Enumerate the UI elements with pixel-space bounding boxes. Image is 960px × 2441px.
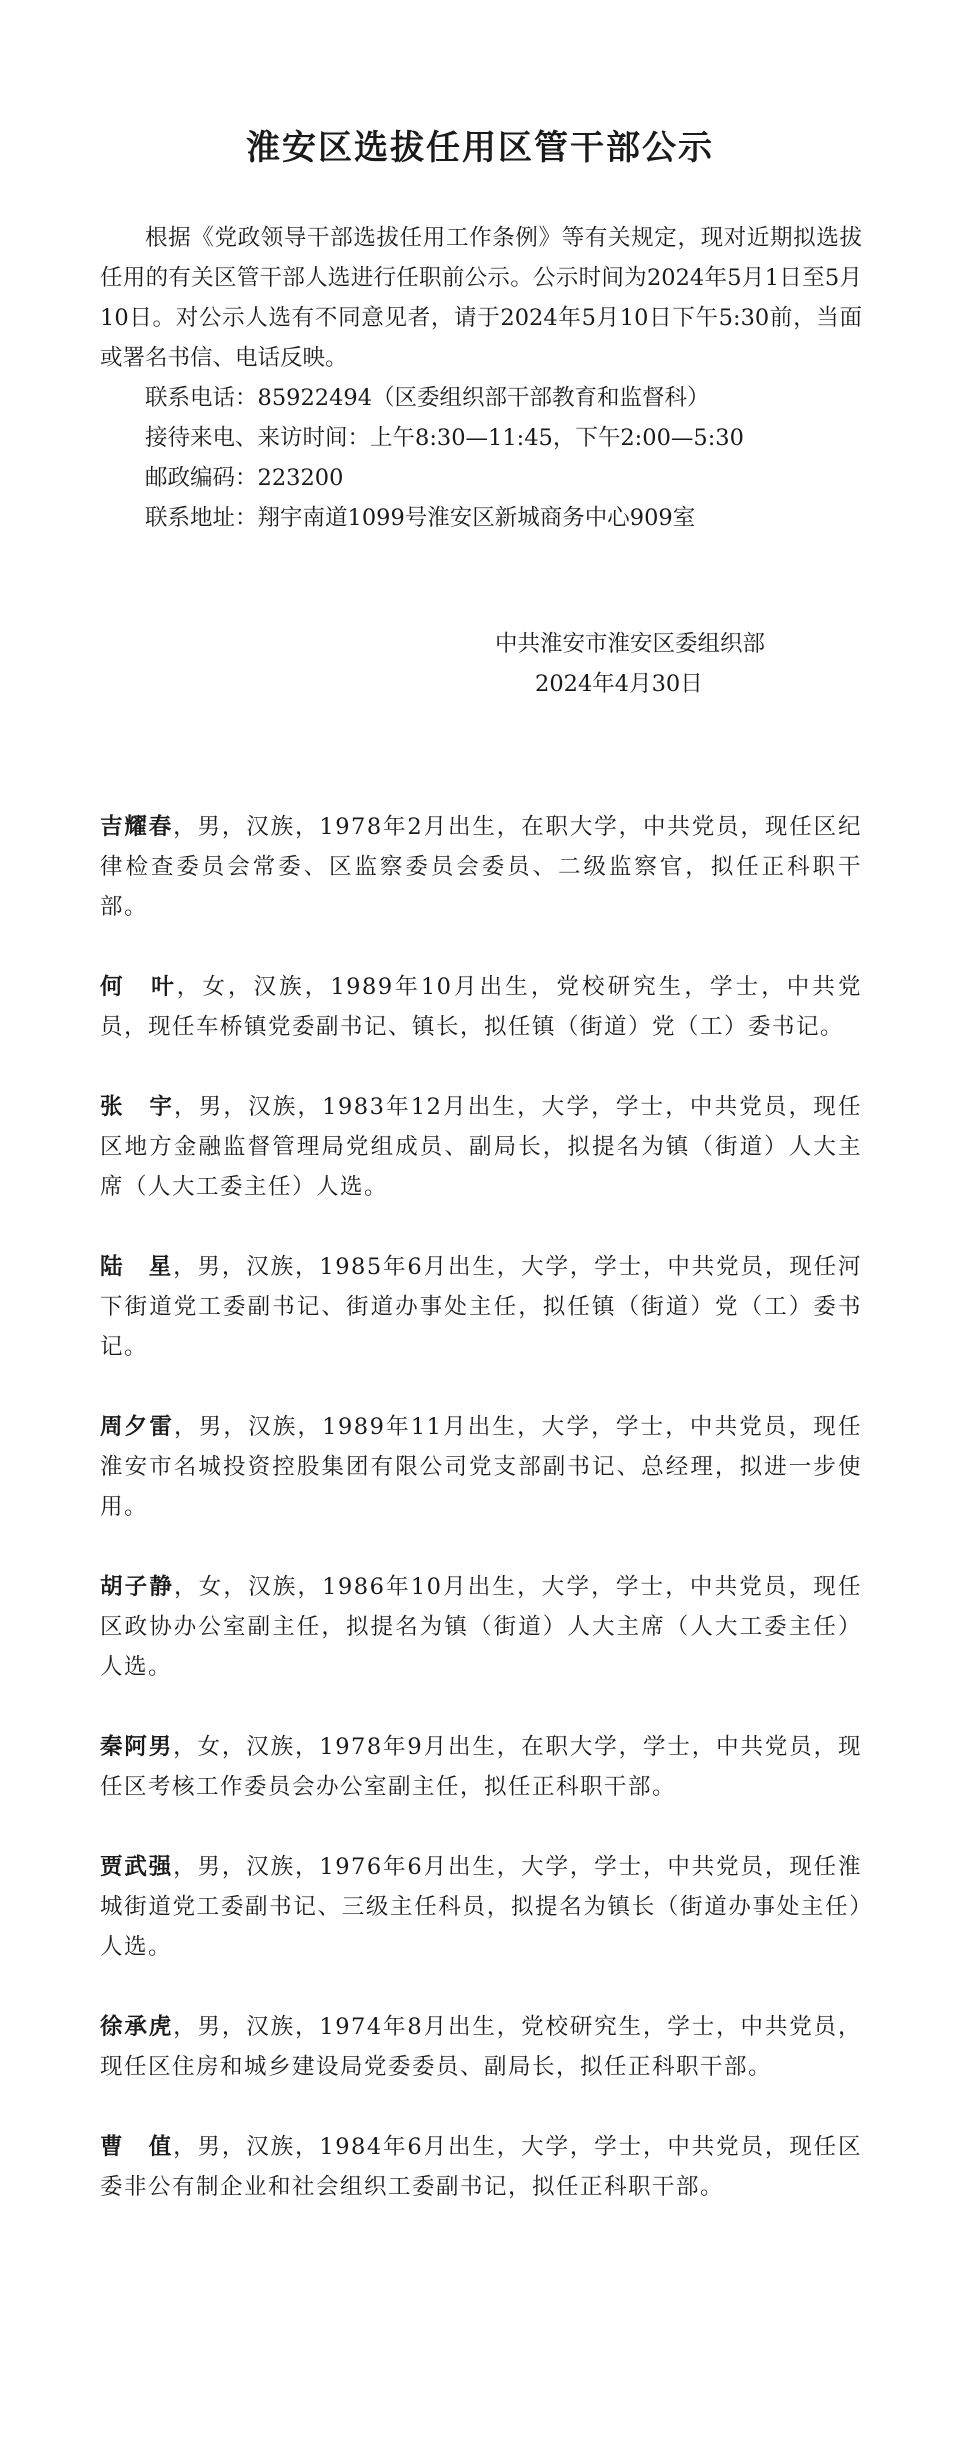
signature-org: 中共淮安市淮安区委组织部 [495,631,766,657]
candidate-item [100,807,862,927]
candidate-details: ，男，汉族，1974年8月出生，党校研究生，学士，中共党员，现任区住房和城乡建设局党委委员、副局长，拟任正科职干部。 [100,2014,862,2080]
candidate-item [100,2127,862,2207]
page-title: 淮安区选拔任用区管干部公示 [246,128,714,168]
candidate-name: 徐承虎 [100,2014,174,2040]
candidate-details: ，男，汉族，1978年2月出生，在职大学，中共党员，现任区纪律检查委员会常委、区监察委员会委员、二级监察官，拟任正科职干部。 [100,814,862,920]
candidate-name: 秦阿男 [100,1734,174,1760]
candidate-name: 周夕雷 [100,1414,175,1440]
candidate-name: 吉耀春 [100,814,174,840]
contact-info [100,378,862,538]
candidate-name: 张 宇 [100,1094,175,1120]
candidate-details: ，男，汉族，1976年6月出生，大学，学士，中共党员，现任淮城街道党工委副书记、三级主任科员，拟提名为镇长（街道办事处主任）人选。 [100,1854,862,1960]
candidate-name: 曹 值 [100,2134,174,2160]
candidate-item [100,1087,862,1207]
candidate-item [100,1847,862,1967]
intro-section [100,218,862,538]
contact-address: 联系地址：翔宇南道1099号淮安区新城商务中心909室 [145,505,696,531]
signature-block [0,624,960,704]
candidate-item [100,1407,862,1527]
candidate-item [100,967,862,1047]
candidate-item [100,1727,862,1807]
candidate-details: ，女，汉族，1978年9月出生，在职大学，学士，中共党员，现任区考核工作委员会办公室副主任，拟任正科职干部。 [100,1734,862,1800]
signature-date: 2024年4月30日 [535,671,703,697]
candidate-name: 陆 星 [100,1254,174,1280]
candidate-name: 贾武强 [100,1854,174,1880]
candidate-item [100,2007,862,2087]
candidate-details: ，女，汉族，1989年10月出生，党校研究生，学士，中共党员，现任车桥镇党委副书记、镇长，拟任镇（街道）党（工）委书记。 [100,974,862,1040]
candidate-details: ，男，汉族，1983年12月出生，大学，学士，中共党员，现任区地方金融监督管理局党组成员、副局长，拟提名为镇（街道）人大主席（人大工委主任）人选。 [100,1094,862,1200]
candidate-name: 何 叶 [100,974,177,1000]
contact-postcode: 邮政编码：223200 [145,465,344,491]
candidate-details: ，男，汉族，1984年6月出生，大学，学士，中共党员，现任区委非公有制企业和社会组织工委副书记，拟任正科职干部。 [100,2134,862,2200]
candidate-details: ，女，汉族，1986年10月出生，大学，学士，中共党员，现任区政协办公室副主任，拟提名为镇（街道）人大主席（人大工委主任）人选。 [100,1574,862,1680]
contact-phone: 联系电话：85922494（区委组织部干部教育和监督科） [145,385,710,411]
candidate-details: ，男，汉族，1989年11月出生，大学，学士，中共党员，现任淮安市名城投资控股集团有限公司党支部副书记、总经理，拟进一步使用。 [100,1414,862,1520]
candidate-details: ，男，汉族，1985年6月出生，大学，学士，中共党员，现任河下街道党工委副书记、街道办事处主任，拟任镇（街道）党（工）委书记。 [100,1254,862,1360]
candidate-list [100,807,862,2247]
candidate-item [100,1247,862,1367]
candidate-name: 胡子静 [100,1574,175,1600]
contact-hours: 接待来电、来访时间：上午8:30—11:45，下午2:00—5:30 [145,425,744,451]
intro-paragraph: 根据《党政领导干部选拔任用工作条例》等有关规定，现对近期拟选拔任用的有关区管干部人选进行任职前公示。公示时间为2024年5月1日至5月10日。对公示人选有不同意见者，请于2024年5月10日下午5:30前，当面或署名书信、电话反映。 [100,225,862,371]
candidate-item [100,1567,862,1687]
